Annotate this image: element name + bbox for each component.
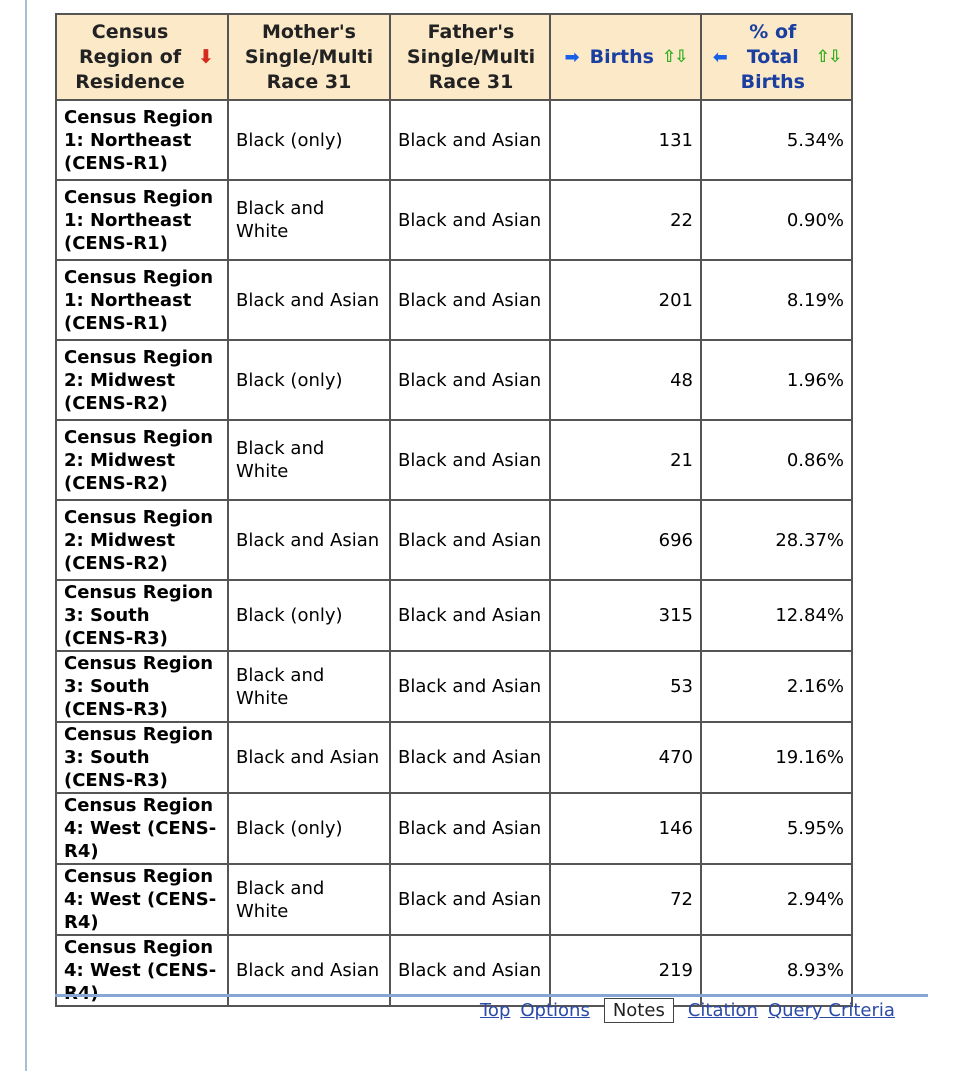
- table-row: [56, 180, 852, 260]
- table-row: [56, 340, 852, 420]
- mother-race-cell: Black and White: [228, 651, 390, 722]
- region-cell: Census Region 2: Midwest (CENS-R2): [56, 420, 228, 500]
- table-row: [56, 864, 852, 935]
- father-race-cell: Black and Asian: [390, 935, 550, 1006]
- region-cell: Census Region 1: Northeast (CENS-R1): [56, 260, 228, 340]
- percent-cell: 8.93%: [701, 935, 852, 1006]
- header-percent-label[interactable]: % of Total Births: [740, 20, 805, 93]
- mother-race-cell: Black (only): [228, 100, 390, 180]
- table-row: [56, 100, 852, 180]
- father-race-cell: Black and Asian: [390, 500, 550, 580]
- births-cell: 696: [550, 500, 701, 580]
- table-row: [56, 260, 852, 340]
- mother-race-cell: Black and Asian: [228, 500, 390, 580]
- father-race-cell: Black and Asian: [390, 420, 550, 500]
- header-father[interactable]: [390, 14, 550, 100]
- father-race-cell: Black and Asian: [390, 793, 550, 864]
- up-down-arrows-icon[interactable]: ⇧⇩: [661, 46, 687, 67]
- footer-link-top[interactable]: Top: [480, 1000, 511, 1021]
- mother-race-cell: Black (only): [228, 340, 390, 420]
- births-cell: 22: [550, 180, 701, 260]
- right-arrow-icon[interactable]: ➡: [564, 46, 580, 68]
- mother-race-cell: Black and White: [228, 180, 390, 260]
- region-cell: Census Region 3: South (CENS-R3): [56, 580, 228, 651]
- header-mother-label: Mother's Single/Multi Race 31: [244, 20, 374, 93]
- father-race-cell: Black and Asian: [390, 180, 550, 260]
- region-cell: Census Region 1: Northeast (CENS-R1): [56, 180, 228, 260]
- header-percent[interactable]: [701, 14, 852, 100]
- percent-cell: 0.86%: [701, 420, 852, 500]
- footer-link-options[interactable]: Options: [520, 1000, 590, 1021]
- percent-cell: 5.95%: [701, 793, 852, 864]
- footer-divider: [55, 994, 928, 997]
- header-births[interactable]: [550, 14, 701, 100]
- sort-desc-icon[interactable]: ⬇: [198, 45, 214, 68]
- births-cell: 131: [550, 100, 701, 180]
- father-race-cell: Black and Asian: [390, 340, 550, 420]
- header-region[interactable]: [56, 14, 228, 100]
- header-mother[interactable]: [228, 14, 390, 100]
- births-cell: 72: [550, 864, 701, 935]
- percent-cell: 2.94%: [701, 864, 852, 935]
- header-births-label[interactable]: Births: [589, 45, 654, 68]
- father-race-cell: Black and Asian: [390, 260, 550, 340]
- father-race-cell: Black and Asian: [390, 100, 550, 180]
- region-cell: Census Region 3: South (CENS-R3): [56, 651, 228, 722]
- births-cell: 21: [550, 420, 701, 500]
- table-row: [56, 420, 852, 500]
- region-cell: Census Region 4: West (CENS-: [56, 935, 228, 1006]
- region-cell: Census Region 2: Midwest (CENS-R2): [56, 340, 228, 420]
- mother-race-cell: Black and Asian: [228, 935, 390, 1006]
- header-row: [56, 14, 852, 100]
- region-cell: Census Region 3: South (CENS-R3): [56, 722, 228, 793]
- header-region-label: Census Region of Residence: [75, 20, 185, 93]
- table-row: [56, 651, 852, 722]
- percent-cell: 5.34%: [701, 100, 852, 180]
- region-cell: Census Region 4: West (CENS-R4): [56, 864, 228, 935]
- births-cell: 48: [550, 340, 701, 420]
- up-down-arrows-icon[interactable]: ⇧⇩: [815, 46, 841, 67]
- percent-cell: 1.96%: [701, 340, 852, 420]
- births-cell: 53: [550, 651, 701, 722]
- births-cell: 315: [550, 580, 701, 651]
- table-row: [56, 500, 852, 580]
- header-father-label: Father's Single/Multi Race 31: [406, 20, 536, 93]
- percent-cell: 2.16%: [701, 651, 852, 722]
- mother-race-cell: Black (only): [228, 793, 390, 864]
- percent-cell: 0.90%: [701, 180, 852, 260]
- mother-race-cell: Black and White: [228, 864, 390, 935]
- region-cell: Census Region 1: Northeast (CENS-R1): [56, 100, 228, 180]
- percent-cell: 19.16%: [701, 722, 852, 793]
- table-row: [56, 722, 852, 793]
- father-race-cell: Black and Asian: [390, 722, 550, 793]
- footer-link-citation[interactable]: Citation: [687, 1000, 758, 1021]
- father-race-cell: Black and Asian: [390, 580, 550, 651]
- mother-race-cell: Black and Asian: [228, 722, 390, 793]
- region-cell: Census Region 4: West (CENS-R4): [56, 793, 228, 864]
- results-table: [55, 13, 853, 1007]
- births-cell: 146: [550, 793, 701, 864]
- page-left-rule: [25, 0, 27, 1071]
- percent-cell: 28.37%: [701, 500, 852, 580]
- births-cell: 470: [550, 722, 701, 793]
- mother-race-cell: Black (only): [228, 580, 390, 651]
- percent-cell: 12.84%: [701, 580, 852, 651]
- table-row: [56, 793, 852, 864]
- mother-race-cell: Black and Asian: [228, 260, 390, 340]
- births-cell: 219: [550, 935, 701, 1006]
- footer-tab-notes[interactable]: Notes: [604, 998, 674, 1023]
- table-row: [56, 580, 852, 651]
- footer-nav: [480, 998, 905, 1023]
- births-cell: 201: [550, 260, 701, 340]
- father-race-cell: Black and Asian: [390, 864, 550, 935]
- percent-cell: 8.19%: [701, 260, 852, 340]
- father-race-cell: Black and Asian: [390, 651, 550, 722]
- footer-link-query-criteria[interactable]: Query Criteria: [767, 1000, 895, 1021]
- mother-race-cell: Black and White: [228, 420, 390, 500]
- region-cell: Census Region 2: Midwest (CENS-R2): [56, 500, 228, 580]
- left-arrow-icon[interactable]: ⬅: [712, 46, 728, 68]
